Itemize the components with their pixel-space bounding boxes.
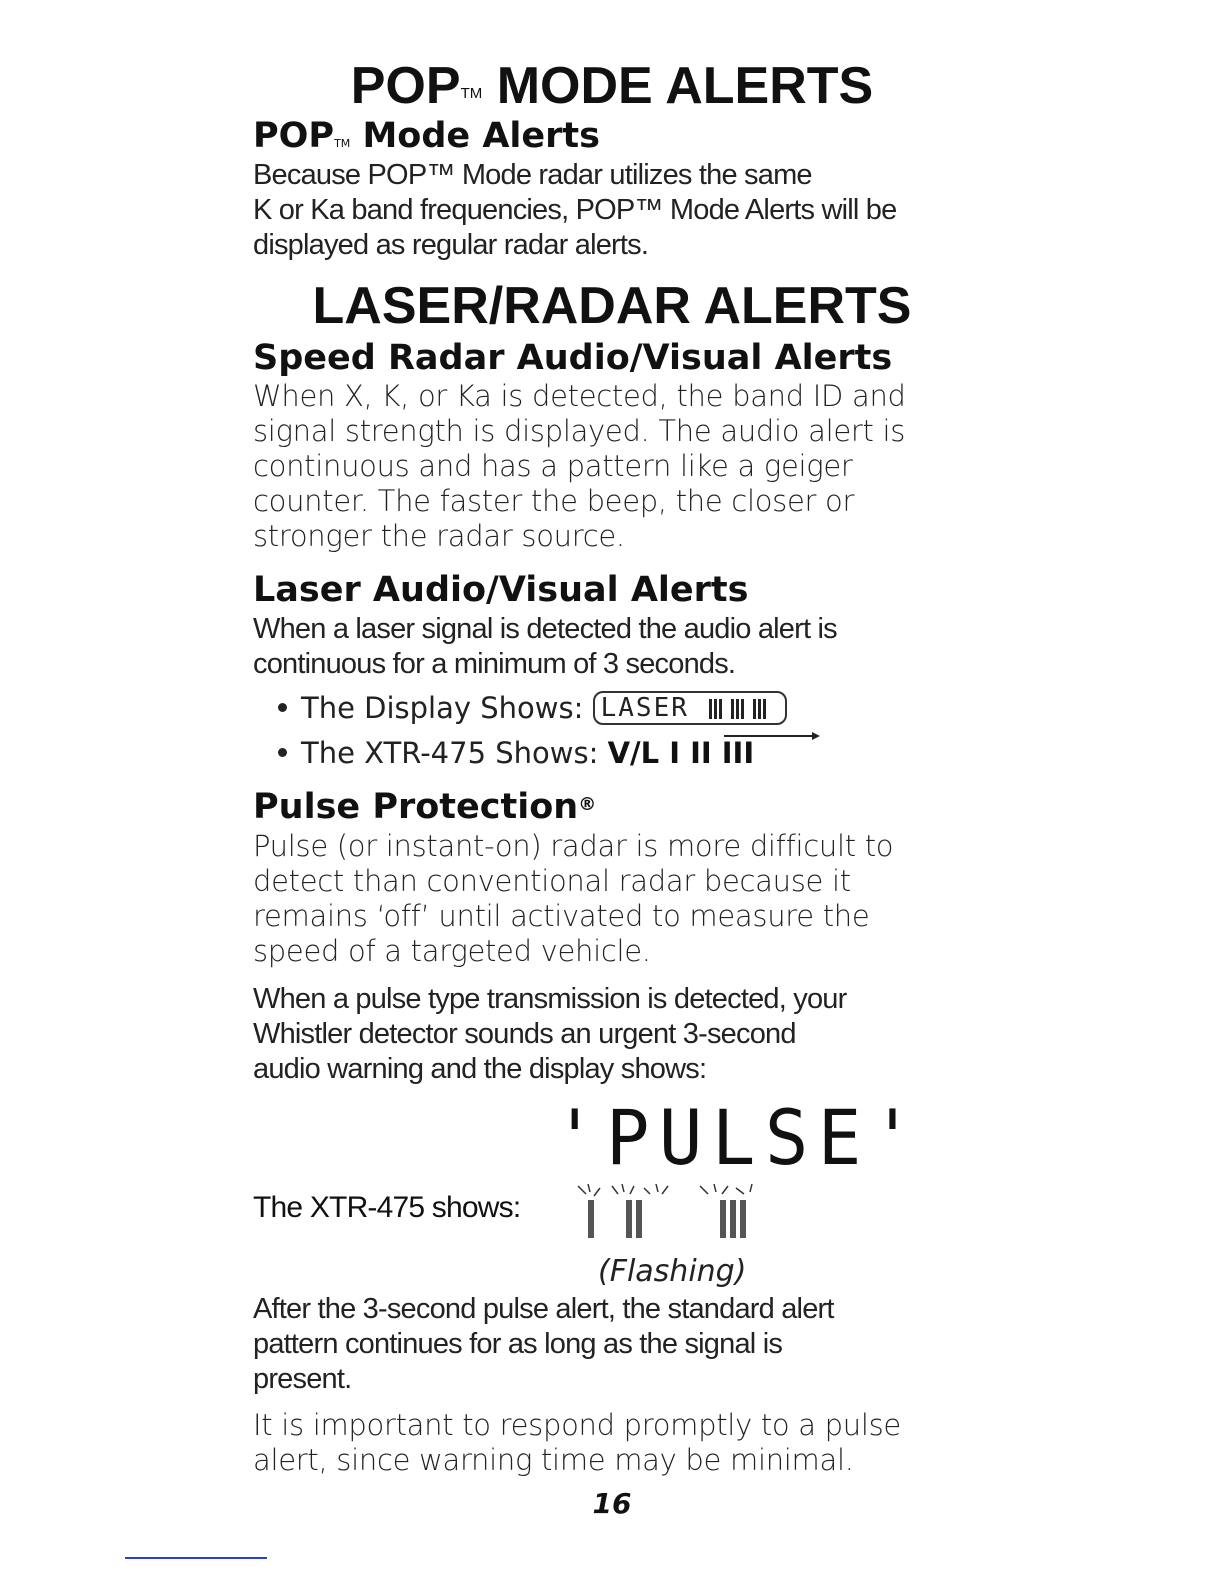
bullet-label: The XTR-475 Shows: xyxy=(301,736,599,770)
speed-body-line: When X, K, or Ka is detected, the band ID and xyxy=(253,379,906,413)
pulse-body-line: pattern continues for as long as the signal is xyxy=(253,1328,783,1360)
laser-display-bullet xyxy=(278,690,787,727)
pulse-body-4 xyxy=(253,1408,901,1478)
pop-subhead-main: POP xyxy=(253,116,335,156)
pop-body-line: displayed as regular radar alerts. xyxy=(253,229,649,261)
pulse-body-line: audio warning and the display shows: xyxy=(253,1053,707,1085)
pulse-body-line: It is important to respond promptly to a pulse xyxy=(253,1408,901,1442)
laser-section-title: LASER/RADAR ALERTS xyxy=(312,277,912,335)
pulse-body-2 xyxy=(253,982,846,1087)
pop-section-title xyxy=(0,56,1224,116)
pulse-heading-text: Pulse Protection xyxy=(253,787,579,827)
pulse-body-1 xyxy=(253,829,893,969)
pop-title-rest: MODE ALERTS xyxy=(496,57,874,115)
bullet-icon xyxy=(278,748,287,757)
pulse-body-line: Pulse (or instant-on) radar is more difficult to xyxy=(253,829,894,863)
pulse-body-line: remains ‘off’ until activated to measure the xyxy=(253,899,870,933)
laser-lcd-readout xyxy=(593,691,787,725)
speed-radar-body xyxy=(253,379,906,554)
speed-radar-heading: Speed Radar Audio/Visual Alerts xyxy=(253,338,893,378)
pulse-body-line: Whistler detector sounds an urgent 3-second xyxy=(253,1018,796,1050)
xtr-vl-readout: V/L I II III xyxy=(607,736,755,770)
pulse-body-3 xyxy=(253,1292,834,1397)
laser-body-line: When a laser signal is detected the audio alert is xyxy=(253,613,837,645)
pop-subhead-rest: Mode Alerts xyxy=(362,116,600,156)
speed-body-line: signal strength is displayed. The audio alert is xyxy=(253,414,906,448)
pulse-body-line: detect than conventional radar because it xyxy=(253,864,851,898)
speed-body-line: stronger the radar source. xyxy=(253,519,625,553)
pop-title-tm: TM xyxy=(460,85,483,102)
pulse-body-line: After the 3-second pulse alert, the standard alert xyxy=(253,1293,834,1325)
registered-mark: ® xyxy=(578,794,597,815)
pop-title-main: POP xyxy=(350,57,461,115)
pulse-body-line: present. xyxy=(253,1363,352,1395)
speed-body-line: continuous and has a pattern like a geiger xyxy=(253,449,853,483)
laser-heading: Laser Audio/Visual Alerts xyxy=(253,570,749,610)
signal-bars-icon xyxy=(707,696,779,722)
pop-body xyxy=(253,158,896,263)
xtr-shows-bullet xyxy=(278,735,754,771)
pulse-body-line: speed of a targeted vehicle. xyxy=(253,934,651,968)
pulse-body-line: alert, since warning time may be minimal. xyxy=(253,1443,854,1477)
laser-lcd-text: LASER xyxy=(600,693,689,723)
pop-subhead-tm: TM xyxy=(334,137,351,150)
flashing-signal-bars-icon xyxy=(560,1176,770,1242)
footer-rule xyxy=(125,1557,267,1559)
page-number: 16 xyxy=(592,1487,632,1520)
arrow-right-icon xyxy=(722,730,822,742)
pulse-body-line: When a pulse type transmission is detected, your xyxy=(253,983,847,1015)
bullet-icon xyxy=(278,703,287,712)
speed-body-line: counter. The faster the beep, the closer or xyxy=(253,484,855,518)
xtr-shows-label: The XTR-475 shows: xyxy=(253,1191,521,1224)
laser-body xyxy=(253,612,837,682)
pop-body-line: Because POP™ Mode radar utilizes the same xyxy=(253,159,812,191)
flashing-caption: (Flashing) xyxy=(598,1254,747,1289)
bullet-label: The Display Shows: xyxy=(301,691,584,725)
pulse-protection-heading xyxy=(253,787,596,827)
laser-body-line: continuous for a minimum of 3 seconds. xyxy=(253,648,736,680)
pop-body-line: K or Ka band frequencies, POP™ Mode Alerts will be xyxy=(253,194,897,226)
pop-subhead xyxy=(253,116,600,156)
pulse-lcd-readout: 'PULSE' xyxy=(553,1093,924,1182)
